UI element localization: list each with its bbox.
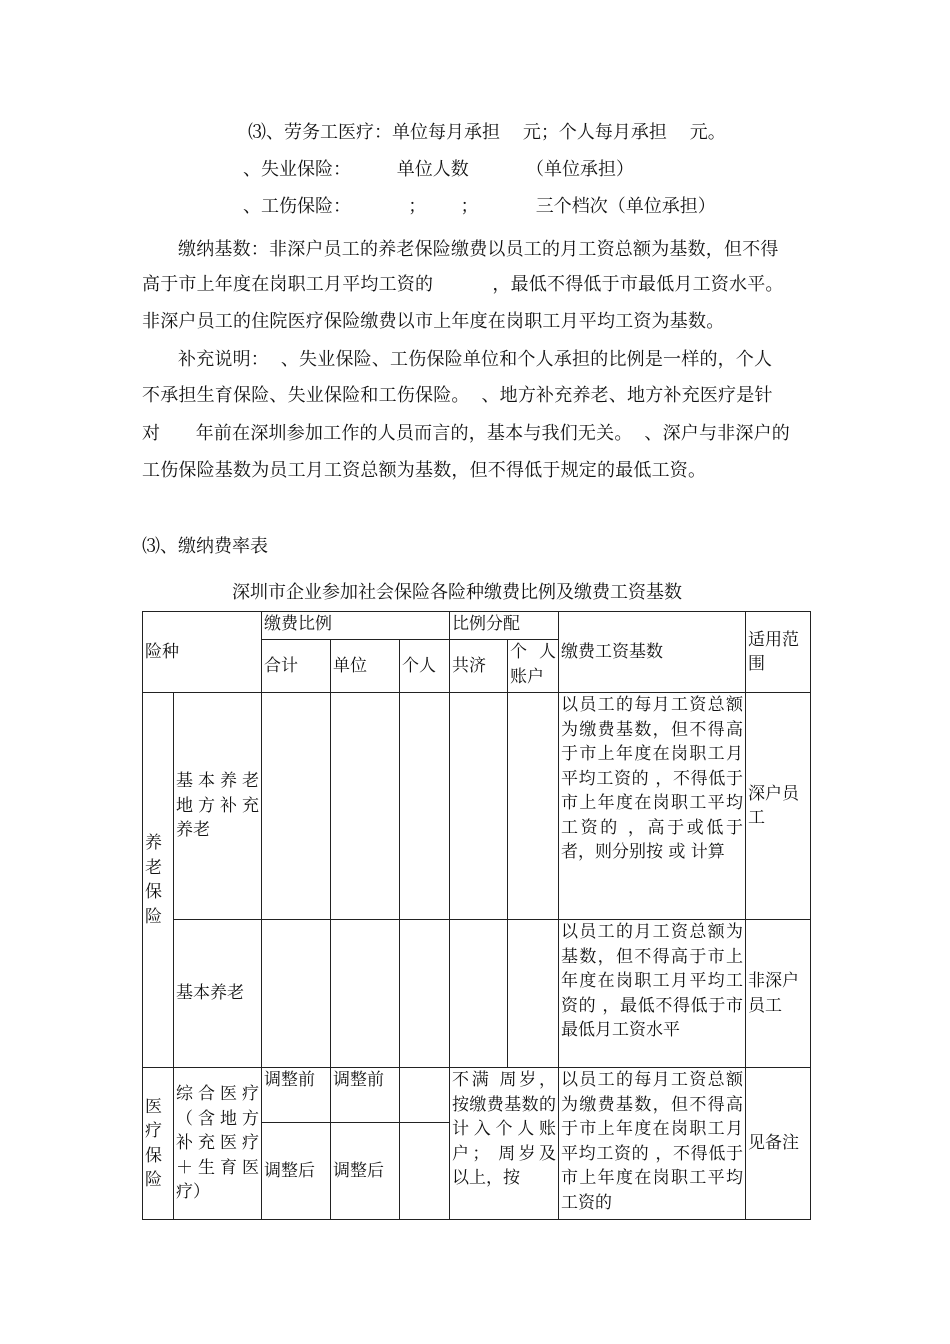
- supplement-paragraph-line-2: 不承担生育保险、失业保险和工伤保险。 、地方补充养老、地方补充医疗是针: [142, 385, 773, 406]
- medical-type: 综合医疗（含地方补充医疗＋生育医疗）: [174, 1068, 262, 1220]
- pension-row1-total: [262, 693, 331, 920]
- base-paragraph-line-1: 缴纳基数：非深户员工的养老保险缴费以员工的月工资总额为基数，但不得: [178, 239, 779, 260]
- supplement-paragraph-line-1: 补充说明： 、失业保险、工伤保险单位和个人承担的比例是一样的，个人: [178, 349, 773, 370]
- medical-before-total: 调整前: [262, 1068, 331, 1123]
- work-injury-line: 、工伤保险： ； ； 三个档次（单位承担）: [243, 196, 716, 217]
- medical-before-individual: [400, 1068, 450, 1123]
- pension-row1-individual: [400, 693, 450, 920]
- medical-wage-base: 以员工的每月工资总额为缴费基数，但不得高于市上年度在岗职工月平均工资的 ，不得低于市上年度在岗职工平均工资的: [559, 1068, 746, 1220]
- pension-row1-type: 基本养老地方补充养老: [174, 693, 262, 920]
- header-wage-base: 缴费工资基数: [559, 612, 746, 693]
- pension-row2-type: 基本养老: [174, 920, 262, 1068]
- header-allocation: 比例分配: [450, 612, 559, 640]
- pension-row1-account: [508, 693, 559, 920]
- header-individual: 个人: [400, 640, 450, 693]
- fee-rate-table: [142, 611, 811, 1220]
- base-paragraph-line-2: 高于市上年度在岗职工月平均工资的 ，最低不得低于市最低月工资水平。: [142, 274, 784, 295]
- pension-row2-wage-base: 以员工的月工资总额为基数，但不得高于市上年度在岗职工月平均工资的 ，最低不得低于市最低月工资水平: [559, 920, 746, 1068]
- pension-row2-total: [262, 920, 331, 1068]
- pension-row2-account: [508, 920, 559, 1068]
- header-rate: 缴费比例: [262, 612, 450, 640]
- medical-scope: 见备注: [746, 1068, 811, 1220]
- header-unit: 单位: [331, 640, 400, 693]
- medical-allocation-note: 不满 周岁，按缴费基数的 计入个人账户； 周岁及以上，按: [450, 1068, 559, 1220]
- pension-row1-unit: [331, 693, 400, 920]
- medical-after-total: 调整后: [262, 1123, 331, 1220]
- pension-row2-unit: [331, 920, 400, 1068]
- medical-after-unit: 调整后: [331, 1123, 400, 1220]
- pension-row1-wage-base: 以员工的每月工资总额为缴费基数，但不得高于市上年度在岗职工月平均工资的 ，不得低于市上年度在岗职工平均工资的 ，高于或低于者，则分别按 或 计算: [559, 693, 746, 920]
- supplement-paragraph-line-3: 对 年前在深圳参加工作的人员而言的，基本与我们无关。 、深户与非深户的: [142, 423, 790, 444]
- pension-row2-individual: [400, 920, 450, 1068]
- medical-before-unit: 调整前: [331, 1068, 400, 1123]
- header-insurance-type: 险种: [143, 612, 262, 693]
- header-pooled: 共济: [450, 640, 508, 693]
- medical-group-label: 医疗保险: [143, 1068, 174, 1220]
- section-heading: ⑶、缴纳费率表: [142, 536, 268, 557]
- header-total: 合计: [262, 640, 331, 693]
- pension-row1-pooled: [450, 693, 508, 920]
- pension-row2-pooled: [450, 920, 508, 1068]
- pension-row1-scope: 深户员工: [746, 693, 811, 920]
- supplement-paragraph-line-4: 工伤保险基数为员工月工资总额为基数，但不得低于规定的最低工资。: [142, 460, 707, 481]
- pension-row2-scope: 非深户员工: [746, 920, 811, 1068]
- medical-after-individual: [400, 1123, 450, 1220]
- pension-group-label: 养老保险: [143, 693, 174, 1068]
- base-paragraph-line-3: 非深户员工的住院医疗保险缴费以市上年度在岗职工月平均工资为基数。: [142, 311, 725, 332]
- labor-medical-line: ⑶、劳务工医疗：单位每月承担 元；个人每月承担 元。: [248, 122, 726, 143]
- header-personal-account: 个人账户: [508, 640, 559, 693]
- header-scope: 适用范围: [746, 612, 811, 693]
- unemployment-line: 、失业保险： 单位人数 （单位承担）: [243, 159, 634, 180]
- table-caption: 深圳市企业参加社会保险各险种缴费比例及缴费工资基数: [232, 582, 682, 603]
